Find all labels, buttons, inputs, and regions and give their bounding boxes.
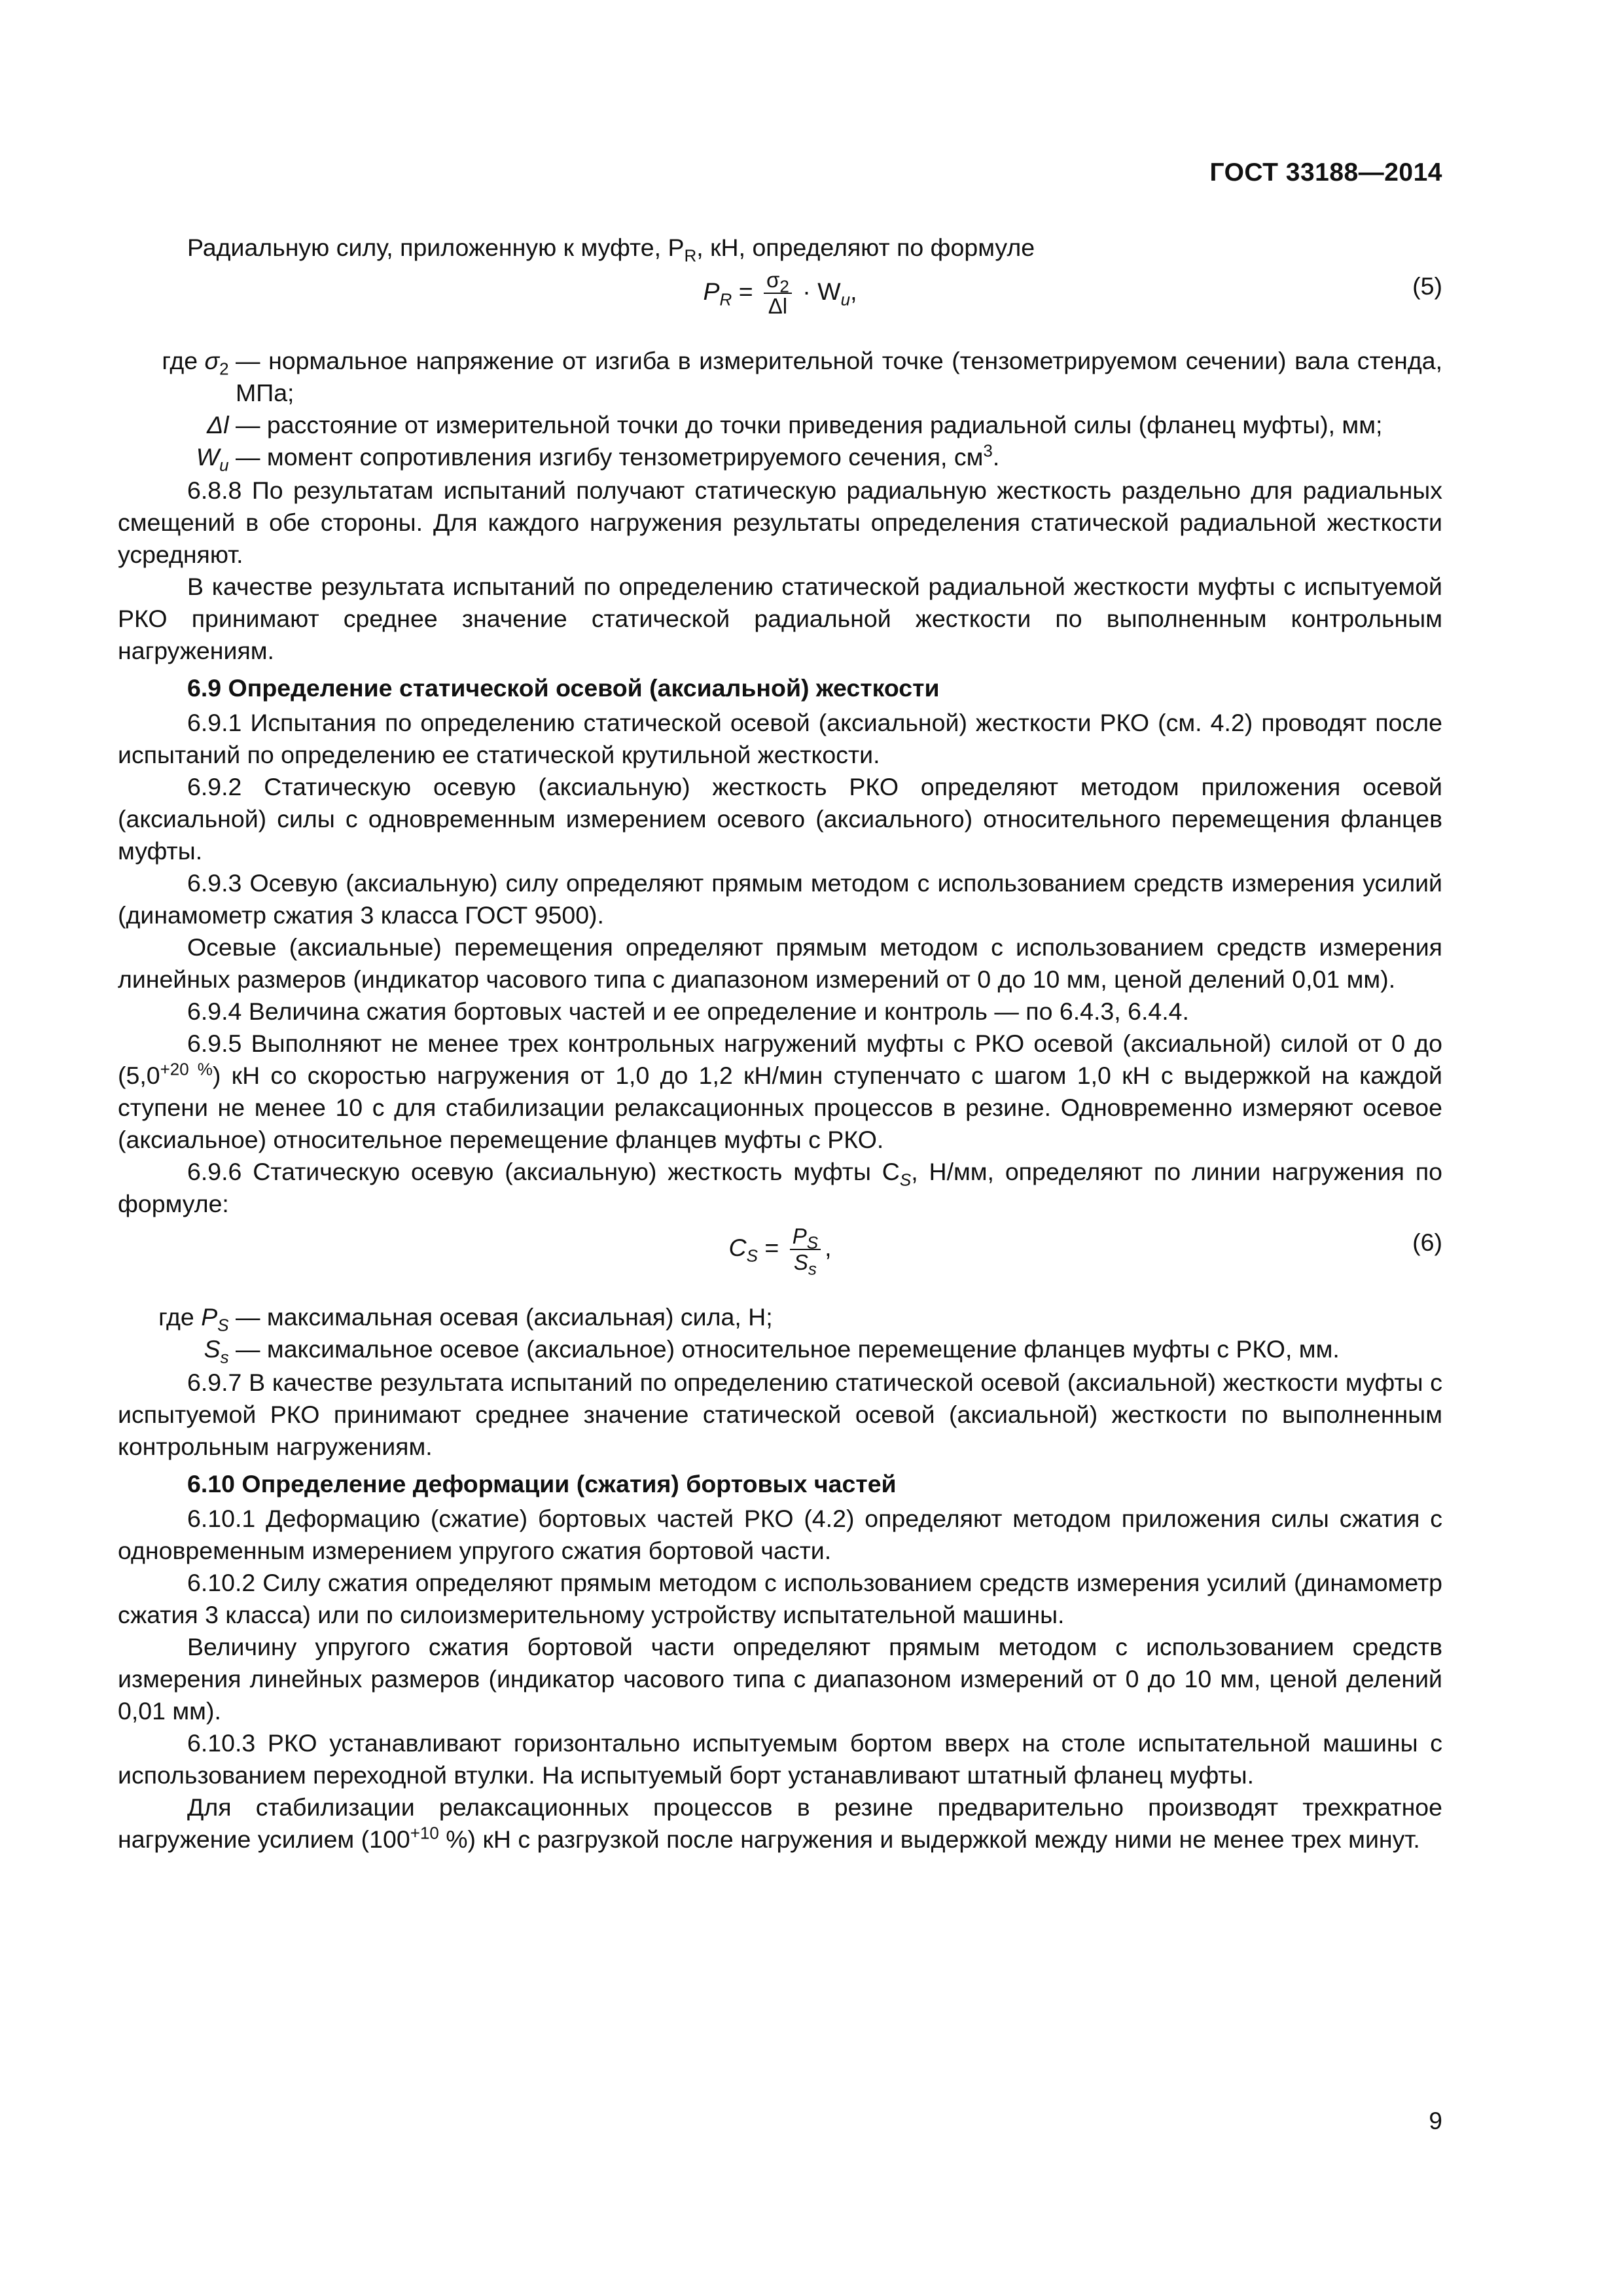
formula-6-definitions [118, 1301, 1442, 1365]
paragraph-6-10-1: 6.10.1 Деформацию (сжатие) бортовых частей РКО (4.2) определяют методом приложения силы сжатия с одновременным измерением упругого сжатия бортовой части. [118, 1505, 1442, 1564]
section-heading-6-10: 6.10 Определение деформации (сжатия) бортовых частей [187, 1470, 897, 1498]
paragraph-6-9-2: 6.9.2 Статическую осевую (аксиальную) жесткость РКО определяют методом приложения осевой (аксиальной) силы с одновременным измерением осевого (аксиального) относительного перемещения фланцев муфты. [118, 773, 1442, 865]
document-id-header: ГОСТ 33188—2014 [1209, 158, 1442, 187]
page-number: 9 [1429, 2108, 1442, 2134]
formula-6-expression: $C_S$ = $\frac{P_S}{S_s}$ , [728, 1224, 832, 1279]
paragraph-6-9-5: 6.9.5 Выполняют не менее трех контрольных нагружений муфты с РКО осевой (аксиальной) силой от 0 до $(5,0^{+20 \%})$ кН со скоростью нагружения от 1,0 до 1,2 кН/мин ступенчато с шагом 1,0 кН с выдержкой на каждой ступени не менее 10 с для стабилизации релаксационных процессов в резине. Одновременно измеряют осевое (аксиальное) относительное перемещение фланцев муфты с РКО. [118, 1030, 1442, 1153]
paragraph-stabilization: Для стабилизации релаксационных процессов в резине предварительно производят трехкратное нагружение усилием ($100^{+10}$ %) кН с разгрузкой после нагружения и выдержкой между ними не менее трех минут. [118, 1793, 1442, 1853]
formula-5-definitions [118, 345, 1442, 473]
paragraph-6-10-3: 6.10.3 РКО устанавливают горизонтально испытуемым бортом вверх на столе испытательной машины с использованием переходной втулки. На испытуемый борт устанавливают штатный фланец муфты. [118, 1729, 1442, 1789]
definition-ss: $S_s$ — максимальное осевое (аксиальное) относительное перемещение фланцев муфты с РКО, мм. [204, 1335, 1340, 1367]
paragraph-6-9-1: 6.9.1 Испытания по определению статической осевой (аксиальной) жесткости РКО (см. 4.2) проводят после испытаний по определению ее статической крутильной жесткости. [118, 709, 1442, 768]
definition-delta-l: Δl — расстояние от измерительной точки до точки приведения радиальной силы (фланец муфты), мм; [207, 411, 1383, 439]
radial-force-intro: Радиальную силу, приложенную к муфте, $P_R$, кН, определяют по формуле [187, 234, 1035, 266]
formula-5-number: (5) [1412, 272, 1442, 300]
page-body [118, 232, 1442, 1856]
formula-5-fraction: $\frac{\sigma_2}{\Delta l}$ [764, 268, 792, 319]
formula-6 [118, 1224, 1442, 1296]
paragraph-6-10-2: 6.10.2 Силу сжатия определяют прямым методом с использованием средств измерения усилий (динамометр сжатия 3 класса) или по силоизмерительному устройству испытательной машины. [118, 1569, 1442, 1628]
paragraph-6-8-8-result: В качестве результата испытаний по определению статической радиальной жесткости муфты с испытуемой РКО принимают среднее значение статической радиальной жесткости по выполненным контрольным нагружениям. [118, 573, 1442, 664]
definition-wu: $W_u$ — момент сопротивления изгибу тензометрируемого сечения, $см^3$. [196, 440, 1000, 475]
definition-sigma2: где $\sigma_2$ — нормальное напряжение от изгиба в измерительной точке (тензометрируемом сечении) вала стенда, МПа; [162, 347, 1442, 406]
paragraph-6-9-4: 6.9.4 Величина сжатия бортовых частей и ее определение и контроль — по 6.4.3, 6.4.4. [187, 997, 1189, 1025]
paragraph-6-9-3: 6.9.3 Осевую (аксиальную) силу определяют прямым методом с использованием средств измерения усилий (динамометр сжатия 3 класса ГОСТ 9500). [118, 869, 1442, 929]
paragraph-6-9-3-displacement: Осевые (аксиальные) перемещения определяют прямым методом с использованием средств измерения линейных размеров (индикатор часового типа с диапазоном измерений от 0 до 10 мм, ценой делений 0,01 мм). [118, 933, 1442, 993]
paragraph-6-8-8: 6.8.8 По результатам испытаний получают статическую радиальную жесткость раздельно для радиальных смещений в обе стороны. Для каждого нагружения результаты определения статической радиальной жесткости усредняют. [118, 476, 1442, 568]
paragraph-6-9-6: 6.9.6 Статическую осевую (аксиальную) жесткость муфты $C_S$, Н/мм, определяют по линии нагружения по формуле: [118, 1158, 1442, 1217]
paragraph-6-10-2-elastic: Величину упругого сжатия бортовой части определяют прямым методом с использованием средств измерения линейных размеров (индикатор часового типа с диапазоном измерений от 0 до 10 мм, ценой делений 0,01 мм). [118, 1633, 1442, 1725]
section-heading-6-9: 6.9 Определение статической осевой (аксиальной) жесткости [187, 674, 940, 702]
definition-ps: где $P_S$ — максимальная осевая (аксиальная) сила, Н; [158, 1303, 773, 1335]
paragraph-6-9-7: 6.9.7 В качестве результата испытаний по определению статической осевой (аксиальной) жесткости муфты с испытуемой РКО принимают среднее значение статической осевой (аксиальной) жесткости по выполненным контрольным нагружениям. [118, 1369, 1442, 1460]
formula-5 [118, 268, 1442, 340]
formula-5-expression: $P_R$ = $\frac{\sigma_2}{\Delta l}$ · $W_u$, [703, 268, 857, 318]
formula-6-number: (6) [1412, 1229, 1442, 1256]
formula-6-fraction: $\frac{P_S}{S_s}$ [790, 1224, 821, 1275]
